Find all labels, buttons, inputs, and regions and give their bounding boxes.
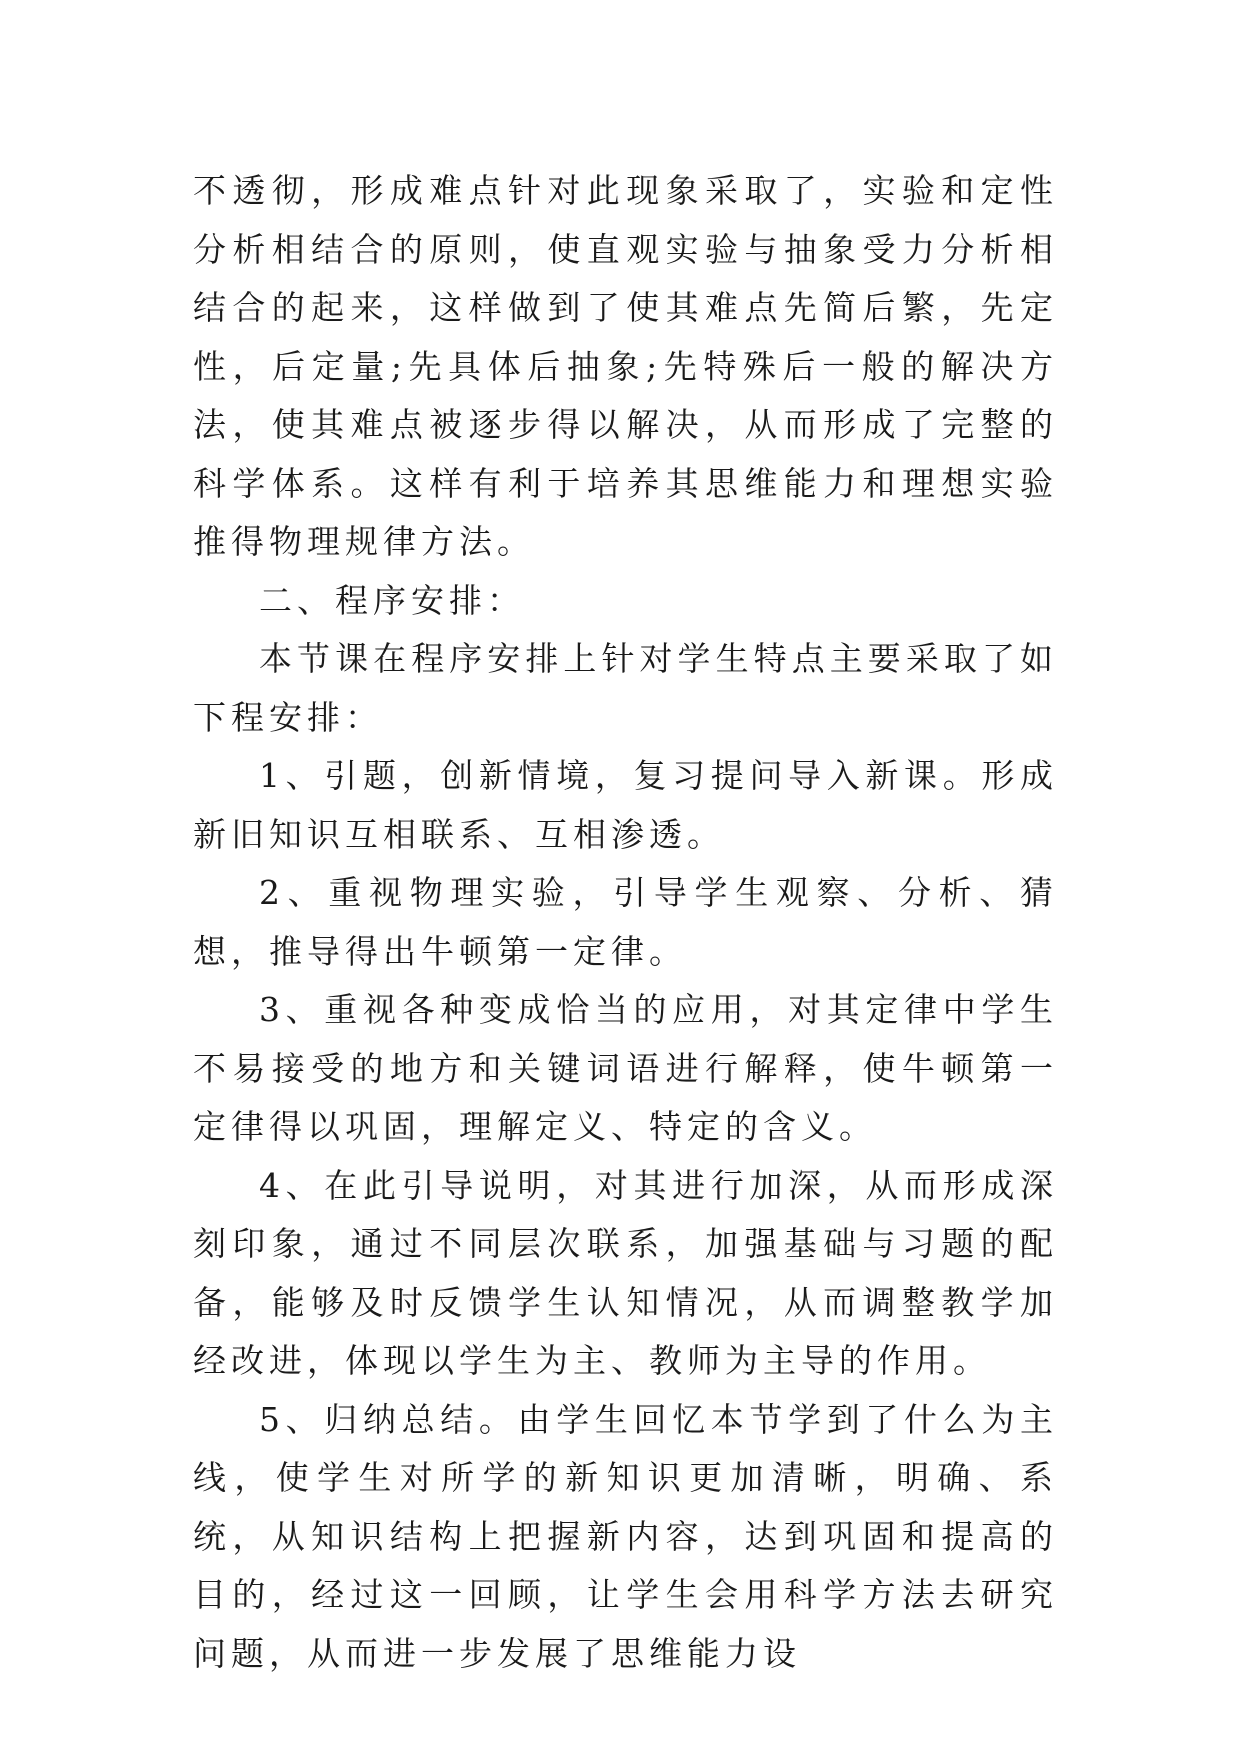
paragraph-intro: 本节课在程序安排上针对学生特点主要采取了如下程安排： xyxy=(193,639,1058,737)
list-item-3: 3、重视各种变成恰当的应用，对其定律中学生不易接受的地方和关键词语进行解释，使牛顿第一定律得以巩固，理解定义、特定的含义。 xyxy=(193,990,1058,1146)
section-heading-program: 二、程序安排： xyxy=(259,580,525,620)
document-body xyxy=(193,162,1058,1683)
list-item-5: 5、归纳总结。由学生回忆本节学到了什么为主线，使学生对所学的新知识更加清晰，明确、系统，从知识结构上把握新内容，达到巩固和提高的目的，经过这一回顾，让学生会用科学方法去研究问题，从而进一步发展了思维能力设 xyxy=(193,1399,1058,1673)
paragraph-continuation: 不透彻，形成难点针对此现象采取了，实验和定性分析相结合的原则，使直观实验与抽象受力分析相结合的起来，这样做到了使其难点先简后繁，先定性，后定量;先具体后抽象;先特殊后一般的解决方法，使其难点被逐步得以解决，从而形成了完整的科学体系。这样有利于培养其思维能力和理想实验推得物理规律方法。 xyxy=(193,171,1058,561)
list-item-4: 4、在此引导说明，对其进行加深，从而形成深刻印象，通过不同层次联系，加强基础与习题的配备，能够及时反馈学生认知情况，从而调整教学加经改进，体现以学生为主、教师为主导的作用。 xyxy=(193,1165,1058,1380)
list-item-2: 2、重视物理实验，引导学生观察、分析、猜想，推导得出牛顿第一定律。 xyxy=(193,873,1058,971)
list-item-1: 1、引题，创新情境，复习提问导入新课。形成新旧知识互相联系、互相渗透。 xyxy=(193,756,1058,854)
